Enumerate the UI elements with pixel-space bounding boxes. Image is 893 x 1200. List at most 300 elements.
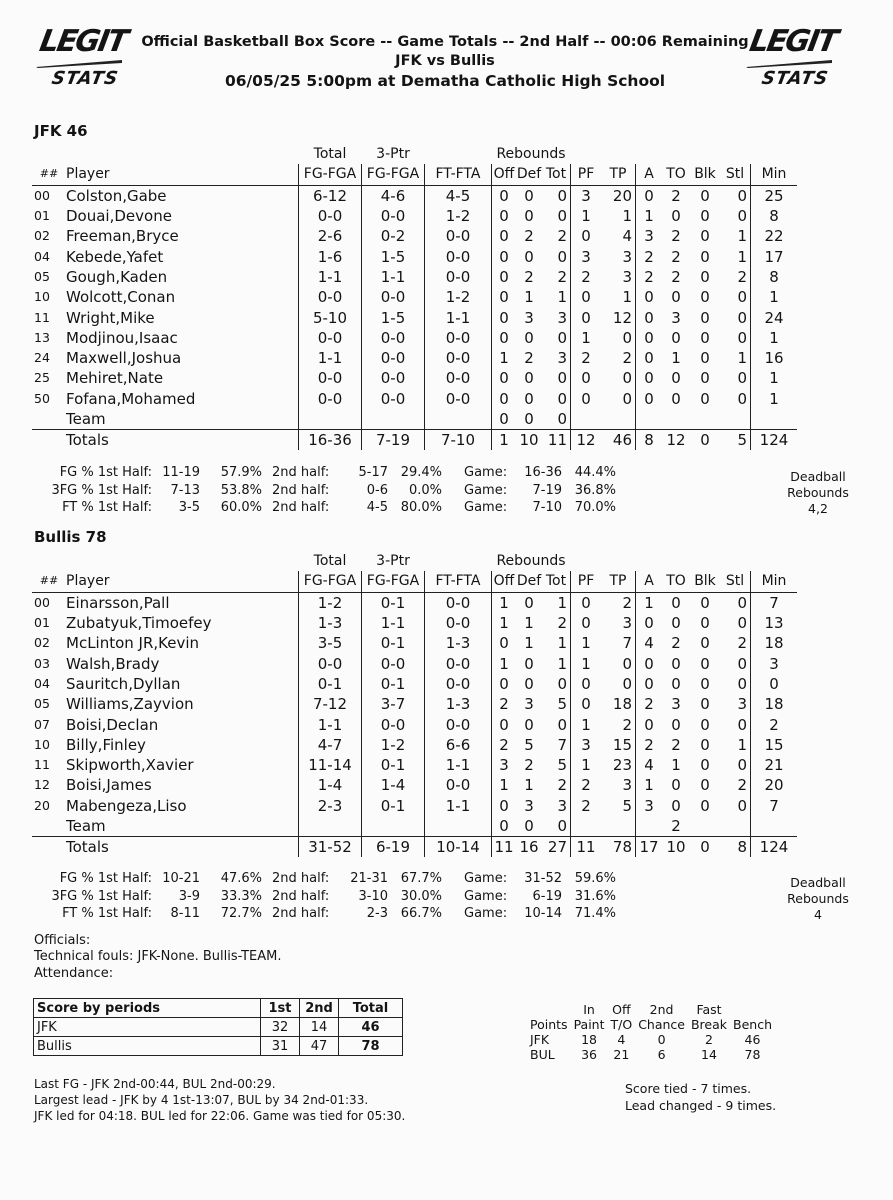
player-stl: 0 [737,369,747,388]
player-pf: 0 [571,307,602,327]
player-off: 0 [492,267,517,287]
col-header-ft: FT-FTA [425,571,492,592]
player-a: 0 [636,389,663,409]
player-tp: 3 [622,614,632,633]
player-pf: 0 [571,287,602,307]
totals-blk: 0 [690,837,720,858]
largest-lead: Largest lead - JFK by 4 1st-13:07, BUL by 34 2nd-01:33. [34,1093,369,1107]
player-stl: 0 [737,308,747,327]
player-row [32,633,797,653]
player-number: 00 [34,187,50,203]
player-stl: 0 [737,614,747,633]
player-ft: 0-0 [425,653,492,673]
player-pf: 2 [571,775,602,795]
player-tot: 5 [557,756,567,775]
player-min: 18 [751,633,798,653]
player-min: 15 [751,735,798,755]
pct-fg-h2: 21-31 [350,871,388,886]
pct-fg-g: 31-52 [524,871,562,886]
player-3pt: 0-0 [362,206,425,226]
player-off: 0 [492,246,517,266]
logo-bottom-text: STATS [760,68,831,89]
player-def: 0 [524,186,534,205]
totals-stl: 5 [720,430,751,451]
player-min: 8 [751,206,798,226]
player-row [32,368,797,388]
player-tp: 3 [622,247,632,266]
totals-to: 12 [662,430,690,451]
player-to: 0 [671,614,681,633]
player-a: 1 [636,206,663,226]
player-min: 18 [751,694,798,714]
pct-ft-h2p: 80.0% [400,500,442,515]
player-off: 0 [492,816,517,837]
player-fg: 0-0 [299,653,362,673]
score-tied: Score tied - 7 times. [625,1081,752,1096]
player-a: 2 [636,246,663,266]
player-name: Maxwell,Joshua [66,349,182,368]
player-tot: 1 [557,654,567,673]
group-header-rebounds: Rebounds [496,146,566,163]
player-name: Mabengeza,Liso [66,796,187,815]
player-off: 0 [492,307,517,327]
player-3pt: 0-0 [362,714,425,734]
player-number: 12 [34,777,50,793]
pct-ft-gl: Game: [464,500,508,515]
player-a: 3 [636,796,663,816]
totals-label: Totals [66,837,299,858]
pct-fg-h1: 10-21 [162,871,200,886]
player-a: 2 [636,735,663,755]
player-tot: 7 [557,735,567,754]
points-h-chance-1: 2nd [649,1002,674,1017]
player-number: 01 [34,208,50,224]
logo-bottom-text: STATS [50,68,121,89]
player-a: 0 [636,653,663,673]
shooting-percentages-jfk [34,464,654,518]
shooting-percentages-bullis [34,870,654,924]
pct-fg-label: FG % 1st Half: [59,871,152,886]
officials-label: Officials: [34,933,91,948]
player-number: 04 [34,248,50,264]
player-off: 0 [492,206,517,226]
player-to: 1 [671,349,681,368]
player-a: 4 [636,755,663,775]
player-tp: 5 [622,796,632,815]
periods-total: 78 [339,1037,403,1056]
logo-top-text: LEGIT [36,24,129,59]
points-team: BUL [530,1047,555,1062]
totals-blk: 0 [690,430,720,451]
points-header-row-2 [527,1017,775,1032]
points-paint: 18 [581,1032,597,1047]
pct-tg-h1: 7-13 [170,482,200,498]
pct-fg-h1p: 57.9% [220,465,262,480]
player-def: 1 [524,614,534,633]
header-spacer [636,551,663,571]
header-spacer [32,144,66,164]
player-fg: 4-7 [299,735,362,755]
player-pf: 2 [571,348,602,368]
totals-min: 124 [751,430,798,451]
periods-1st: 31 [261,1037,300,1056]
pct-ft-h1p: 60.0% [220,500,262,515]
header-spacer [601,551,636,571]
player-blk [690,816,720,837]
player-fg: 0-0 [299,206,362,226]
points-h-fb-2: Break [690,1017,728,1032]
points-to: 21 [613,1047,630,1062]
player-off: 0 [492,389,517,409]
player-to: 2 [671,267,681,286]
col-header-num: ## [32,164,66,185]
pct-tg-h2: 3-10 [358,888,388,904]
points-h-fb-1: Fast [696,1002,722,1017]
col-header-a: A [636,571,663,592]
player-a: 0 [636,368,663,388]
player-tp: 12 [612,308,632,327]
pct-ft-gl: Game: [464,906,508,921]
col-header-ft: FT-FTA [425,164,492,185]
header-spacer [66,551,299,571]
player-off: 0 [492,287,517,307]
player-fg: 0-1 [299,674,362,694]
player-off: 0 [492,409,517,430]
group-header-row [32,144,797,164]
player-off: 0 [492,714,517,734]
player-ft: 0-0 [425,368,492,388]
player-stl: 1 [737,227,747,246]
player-off: 0 [492,226,517,246]
player-def: 1 [524,776,534,795]
totals-def: 16 [516,837,542,858]
header-spacer [662,144,690,164]
player-stl: 1 [737,349,747,368]
periods-header-1st: 1st [261,999,300,1018]
player-ft: 0-0 [425,775,492,795]
pct-fg-gp: 44.4% [574,465,616,480]
player-min: 22 [751,226,798,246]
totals-off: 1 [492,430,517,451]
player-number: 03 [34,655,50,671]
player-min: 1 [751,328,798,348]
player-blk [690,409,720,430]
technical-fouls: Technical fouls: JFK-None. Bullis-TEAM. [34,949,282,964]
player-ft: 0-0 [425,674,492,694]
totals-tot: 27 [542,837,571,858]
periods-row-jfk [34,1018,403,1037]
totals-min: 124 [751,837,798,858]
player-3pt: 4-6 [362,185,425,206]
team-title-bullis: Bullis 78 [34,528,107,546]
player-a [636,816,663,837]
totals-ft: 7-10 [425,430,492,451]
deadball-line: 4 [814,907,822,922]
player-name: Gough,Kaden [66,267,168,286]
col-header-def: Def [516,571,542,592]
player-to: 0 [671,369,681,388]
player-ft: 6-6 [425,735,492,755]
pct-fg-g: 16-36 [524,465,562,480]
player-stl: 0 [737,207,747,226]
player-3pt: 1-4 [362,775,425,795]
player-number: 11 [34,309,50,325]
player-row [32,796,797,816]
deadball-rebounds-bullis [768,875,868,923]
player-stl: 1 [737,247,747,266]
player-pf: 0 [571,694,602,714]
player-tp: 3 [622,776,632,795]
pct-tg-gp: 36.8% [574,482,616,498]
player-row [32,592,797,613]
player-min [751,409,798,430]
player-a [636,409,663,430]
player-ft: 1-1 [425,755,492,775]
player-tp: 0 [622,328,632,347]
player-pf: 0 [571,389,602,409]
player-a: 0 [636,328,663,348]
column-header-row [32,164,797,185]
player-name: Colston,Gabe [66,186,167,205]
player-pf: 0 [571,368,602,388]
player-fg: 7-12 [299,694,362,714]
deadball-line: Rebounds [787,891,849,906]
player-3pt: 0-1 [362,796,425,816]
points-fb: 14 [701,1047,717,1062]
deadball-line: Rebounds [787,485,849,500]
attendance-label: Attendance: [34,966,114,981]
player-stl: 0 [737,328,747,347]
box-score-table-bullis [32,551,797,857]
player-3pt [362,816,425,837]
col-header-off: Off [492,164,517,185]
player-name: McLinton JR,Kevin [66,634,200,653]
player-stl: 0 [737,715,747,734]
player-pf: 1 [571,714,602,734]
player-number: 07 [34,716,50,732]
player-ft: 1-3 [425,633,492,653]
player-pf: 1 [571,653,602,673]
game-date-venue: 06/05/25 5:00pm at Dematha Catholic High School [224,72,666,90]
pct-tg-label: 3FG % 1st Half: [51,482,152,498]
player-a: 2 [636,267,663,287]
player-ft: 0-0 [425,592,492,613]
player-stl: 0 [737,796,747,815]
player-pf: 3 [571,246,602,266]
logo-swoosh [34,58,124,68]
player-ft [425,816,492,837]
player-def: 2 [524,267,534,286]
player-tp: 1 [622,288,632,307]
player-fg: 1-1 [299,267,362,287]
header-spacer [425,144,492,164]
col-header-blk: Blk [690,571,720,592]
player-off: 0 [492,185,517,206]
points-empty [527,1002,571,1017]
player-tp [601,409,636,430]
player-tot: 3 [557,796,567,815]
player-to: 0 [671,288,681,307]
player-3pt: 0-0 [362,653,425,673]
player-ft: 0-0 [425,348,492,368]
totals-pf: 12 [571,430,602,451]
player-blk: 0 [700,389,710,408]
player-tot: 0 [557,674,567,693]
pct-fg-h2p: 29.4% [400,465,442,480]
player-pf: 0 [571,226,602,246]
col-header-stl: Stl [720,571,751,592]
player-tp: 0 [622,674,632,693]
player-min [751,816,798,837]
col-header-min: Min [751,571,798,592]
player-to: 0 [671,328,681,347]
pct-tg-h1: 3-9 [178,888,200,904]
player-3pt: 0-1 [362,633,425,653]
player-fg: 0-0 [299,389,362,409]
col-header-tot: Tot [542,571,571,592]
pct-tg-h2l: 2nd half: [272,482,330,498]
player-fg: 2-3 [299,796,362,816]
player-row [32,674,797,694]
player-stl: 0 [737,756,747,775]
player-a: 0 [636,348,663,368]
player-def: 0 [524,654,534,673]
player-tp [601,816,636,837]
player-def: 0 [524,817,534,835]
player-tot: 5 [557,695,567,714]
player-row [32,267,797,287]
player-3pt: 0-0 [362,348,425,368]
player-fg [299,409,362,430]
player-off: 1 [492,613,517,633]
player-row [32,246,797,266]
player-number: 11 [34,757,50,773]
player-tp: 2 [622,715,632,734]
pct-ft-h1: 8-11 [170,906,200,921]
player-stl: 3 [737,695,747,714]
pct-ft-h2: 4-5 [366,500,388,515]
player-tot: 0 [557,369,567,388]
player-tp: 7 [622,634,632,653]
player-to: 2 [671,735,681,754]
player-fg: 11-14 [299,755,362,775]
player-number [32,409,66,430]
player-to: 2 [671,634,681,653]
col-header-tp: TP [601,164,636,185]
player-def: 0 [524,593,534,612]
player-tot: 2 [557,614,567,633]
player-number: 10 [34,736,50,752]
player-name: Douai,Devone [66,207,172,226]
player-name: Mehiret,Nate [66,369,164,388]
player-off: 0 [492,368,517,388]
player-off: 1 [492,592,517,613]
led-for: JFK led for 04:18. BUL led for 22:06. Game was tied for 05:30. [34,1109,406,1123]
totals-3pt: 7-19 [362,430,425,451]
player-pf: 0 [571,613,602,633]
totals-stl: 8 [720,837,751,858]
player-to: 0 [671,207,681,226]
points-bench: 78 [744,1047,761,1062]
player-pf [571,409,602,430]
header-spacer [751,144,798,164]
totals-pf: 11 [571,837,602,858]
player-stl: 2 [737,776,747,795]
group-header-3ptr: 3-Ptr [376,146,410,163]
col-header-to: TO [662,164,690,185]
player-a: 1 [636,775,663,795]
player-number: 01 [34,615,50,631]
points-h-to-2: T/O [610,1017,633,1032]
player-fg: 5-10 [299,307,362,327]
totals-ft: 10-14 [425,837,492,858]
header-spacer [690,551,720,571]
player-tot: 0 [557,410,567,428]
player-name: Billy,Finley [66,735,146,754]
player-blk: 0 [700,328,710,347]
player-min: 1 [751,368,798,388]
player-def: 0 [524,328,534,347]
player-a: 0 [636,185,663,206]
col-header-tot: Tot [542,164,571,185]
pct-fg-gl: Game: [464,465,508,480]
player-row [32,714,797,734]
player-def: 3 [524,695,534,714]
player-3pt: 0-1 [362,674,425,694]
player-fg: 3-5 [299,633,362,653]
player-off: 0 [492,796,517,816]
player-row [32,287,797,307]
pct-tg-gl: Game: [464,482,508,498]
player-pf: 1 [571,328,602,348]
player-fg: 2-6 [299,226,362,246]
player-tp: 0 [622,654,632,673]
matchup: JFK vs Bullis [395,53,495,69]
totals-row [32,430,797,451]
player-tot: 1 [557,634,567,653]
header-spacer [751,551,798,571]
player-3pt: 0-0 [362,287,425,307]
player-to: 0 [671,776,681,795]
player-def: 2 [524,349,534,368]
totals-tp: 78 [601,837,636,858]
pct-tg-h1p: 33.3% [220,888,262,904]
player-fg [299,816,362,837]
totals-to: 10 [662,837,690,858]
player-to: 2 [671,227,681,246]
player-to: 2 [671,186,681,205]
pct-tg-gl: Game: [464,888,508,904]
player-min: 1 [751,287,798,307]
score-by-periods-table [33,998,403,1056]
col-header-stl: Stl [720,164,751,185]
player-min: 17 [751,246,798,266]
player-tot: 2 [557,227,567,246]
player-name: Team [66,817,106,835]
col-header-tp: TP [601,571,636,592]
player-to [662,409,690,430]
player-a: 0 [636,613,663,633]
player-number: 02 [34,635,50,651]
player-stl: 0 [737,186,747,205]
player-fg: 0-0 [299,328,362,348]
pct-ft-h2l: 2nd half: [272,500,330,515]
player-min: 8 [751,267,798,287]
player-a: 2 [636,694,663,714]
points-breakdown-table [527,1002,775,1062]
player-tp: 0 [622,369,632,388]
player-def: 2 [524,756,534,775]
